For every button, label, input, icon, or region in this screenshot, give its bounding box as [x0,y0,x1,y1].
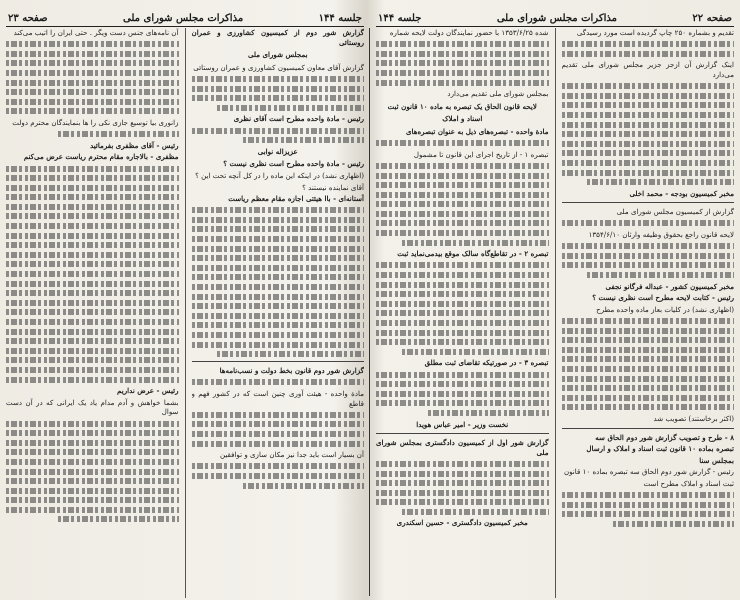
text-line [192,332,365,338]
text-line [6,488,179,494]
text-line [6,440,179,446]
text-line [562,385,735,391]
text-line [376,490,549,496]
text-line [192,217,365,223]
left-b-heading-3: آستانه‌ای - باا هیئتی اجازه مقام معظم ریاست [228,194,364,204]
text-line [376,80,549,86]
text-line [376,461,549,467]
right-page [376,0,734,600]
text-line [376,262,549,268]
text-line [192,255,365,261]
text-line [562,366,735,372]
text-line [562,83,735,89]
text-line [376,310,549,316]
right-b-para-2: اینک گزارش آن ازجز جزیر مجلس شورای ملی تقدیم می‌دارد [561,60,734,79]
left-a-para-1: آن نامه‌های جنس دست ویگر . حتی ایران را اتیب می‌کند [13,28,179,37]
text-line [376,220,549,226]
text-line [192,226,365,232]
text-line [6,223,179,229]
right-a-para-3: مادة واحده - تبصره‌های ذیل به عنوان تبصره‌های [406,126,549,136]
text-line [6,497,179,503]
left-b-para-1: گزارش شور دوم از کمیسیون کشاورزی و عمران روستائی [191,28,364,47]
text-line [376,192,549,198]
text-line [6,261,179,267]
text-line [6,377,179,383]
text-line [376,173,549,179]
text-line [428,410,549,416]
text-line [562,160,735,166]
text-line [192,303,365,309]
text-line [6,430,179,436]
left-page-title: مذاکرات مجلس شورای ملی [123,13,244,24]
text-line [6,319,179,325]
text-line [562,337,735,343]
column-rule [185,28,186,598]
text-line [562,356,735,362]
right-b-heading-5: بمجلس سنا [699,455,734,465]
text-line [6,459,179,465]
text-line [376,282,549,288]
text-line [376,499,549,505]
right-page-columns [376,28,734,598]
text-line [6,449,179,455]
text-line [6,348,179,354]
text-line [58,516,179,522]
left-page-header [6,2,364,27]
right-a-para-8: گزارش شور اول از کمیسیون دادگستری بمجلس شورای ملی [376,438,549,457]
text-line [376,60,549,66]
right-a-para-2: بمجلس شورای ملی تقدیم می‌دارد [447,89,549,99]
right-a-para-1: شده ۱۳۵۳/۶/۲۵ با حضور نمایندگان دولت لایحه شماره [389,28,549,37]
text-line [217,105,364,111]
text-line [6,204,179,210]
text-line [192,284,365,290]
text-line [562,170,735,176]
text-line [6,242,179,248]
left-b-para-3: گزارش آقای معاون کمیسیون کشاورزی و عمران روستائی [193,62,364,72]
text-line [6,290,179,296]
text-line [192,86,365,92]
text-line [376,230,549,236]
text-line [6,338,179,344]
text-line [6,185,179,191]
text-line [562,51,735,57]
left-a-heading-1: رئیس - آقای مظفری بفرمائید [90,140,179,150]
text-line [6,41,179,47]
left-b-para-6: آقای نماینده نیستند ؟ [302,182,364,192]
text-line [562,262,735,268]
text-line [6,281,179,287]
right-b-para-5: رئیس - کتابت لایحه مطرح است نظری نیست ؟ [592,293,734,303]
left-b-para-2: بمجلس شورای ملی [247,50,308,60]
text-line [562,253,735,259]
text-line [562,220,735,226]
right-a-para-7: نخست وزیر - امیر عباس هویدا [416,419,509,429]
text-line [192,322,365,328]
text-line [6,300,179,306]
text-line [192,379,365,385]
left-page-columns [6,28,364,598]
left-page-column-a [6,28,179,598]
left-a-heading-2: رئیس - عرض نداریم [117,386,179,396]
text-line [376,211,549,217]
right-a-para-5: تبصره ۲ - در تقاطع‌گاه سالک موقع بیدمی‌نماید ثبت [397,249,549,259]
section-divider [562,202,735,203]
text-line [376,51,549,57]
left-page-column-b [192,28,365,598]
left-a-para-3: مظفری - بالاجاره مقام محترم ریاست عرض می‌کنم [23,152,179,162]
text-line [562,318,735,324]
left-b-heading-2: عزیزاله نوابی [257,146,298,156]
text-line [6,80,179,86]
text-line [402,240,549,246]
right-page-column-b [562,28,735,598]
text-line [6,507,179,513]
text-line [192,294,365,300]
right-a-heading-2: اسناد و املاک [442,114,483,124]
text-line [192,265,365,271]
text-line [6,51,179,57]
text-line [192,207,365,213]
text-line [562,131,735,137]
text-line [376,330,549,336]
left-b-para-4: رئیس - مادة واحده مطرح است نظری نیست ؟ [223,159,364,169]
text-line [6,166,179,172]
left-a-para-2: زانوری بیا توسیع جازی نکی را ها بنمایندگان محترم دولت [12,117,179,127]
text-line [562,502,735,508]
left-session-label: جلسه ۱۴۴ [318,13,362,24]
text-line [6,469,179,475]
text-line [562,404,735,410]
right-page-number: صفحه ۲۲ [692,13,732,24]
text-line [192,342,365,348]
right-a-para-4: تبصره ۱ - از تاریخ اجرای این قانون تا مشمول [413,149,549,159]
right-b-para-7: (اکثر برخاستند) تصویب شد [653,413,734,423]
text-line [376,480,549,486]
text-line [613,521,734,527]
text-line [243,483,364,489]
text-line [376,381,549,387]
left-a-para-4: بشما خواهش و آدم مدام یاد یک ایرانی که در آن دست سوال [6,397,179,417]
text-line [192,76,365,82]
text-line [376,182,549,188]
left-b-para-7: گزارش شور دوم قانون بخط دولت و نسب‌نامه‌ها [219,366,364,376]
text-line [243,137,364,143]
left-b-heading-1: رئیس - مادة واحده مطرح است آقای نظری [233,114,364,124]
section-divider [376,433,549,434]
text-line [376,140,549,146]
text-line [192,246,365,252]
text-line [192,473,365,479]
text-line [6,194,179,200]
text-line [562,141,735,147]
text-line [376,372,549,378]
text-line [562,243,735,249]
text-line [562,122,735,128]
right-page-column-a [376,28,549,598]
text-line [6,271,179,277]
left-page-number: صفحه ۲۳ [8,13,48,24]
text-line [562,112,735,118]
text-line [6,478,179,484]
text-line [192,421,365,427]
right-a-para-6: تبصره ۳ - در صورتیکه تقاضای ثبت مطلق [424,358,549,368]
right-b-heading-2: مخبر کمیسیون کشور - عبداله فرگانو نجفی [605,281,734,291]
right-a-para-9: مخبر کمیسیون دادگستری - حسین اسکندری [396,518,528,528]
text-line [192,236,365,242]
text-line [562,102,735,108]
right-a-heading-1: لایحه قانون الحاق یک تبصره به ماده ۱۰ قانون ثبت [387,101,537,111]
left-b-para-9: آن بسیار است باید جدا نیز مکان سازی و توافقین [219,450,364,460]
right-page-title: مذاکرات مجلس شورای ملی [496,13,617,24]
text-line [58,131,179,137]
right-b-para-1: تقدیم و بشماره ۲۵۰ چاپ گردیده است مورد رسیدگی [576,28,734,37]
left-b-para-5: (اظهاری نشد) در اینکه این ماده را در کل آنچه تحت این ؟ [195,170,364,180]
text-line [376,291,549,297]
right-b-heading-1: مخبر کمیسیون بودجه - محمد اخلی [629,188,734,198]
text-line [376,339,549,345]
text-line [562,150,735,156]
text-line [562,376,735,382]
text-line [6,70,179,76]
text-line [6,367,179,373]
text-line [402,349,549,355]
text-line [376,320,549,326]
text-line [376,301,549,307]
text-line [587,272,734,278]
right-b-para-8: رئیس - گزارش شور دوم الحاق سه تبصره بماده ۱۰ قانون [563,467,734,477]
text-line [192,412,365,418]
text-line [6,108,179,114]
text-line [562,492,735,498]
text-line [376,471,549,477]
text-line [192,441,365,447]
text-line [6,175,179,181]
left-page [6,0,364,600]
text-line [6,329,179,335]
text-line [6,89,179,95]
right-b-para-6: (اظهاری نشد) در کلیات بعاز ماده واحده مطرح [596,304,734,314]
text-line [6,357,179,363]
text-line [6,213,179,219]
text-line [6,252,179,258]
text-line [376,163,549,169]
text-line [217,351,364,357]
text-line [192,274,365,280]
text-line [376,272,549,278]
right-b-heading-4: تبصره بماده ۱۰ قانون ثبت اسناد و املاک و ارسال [586,444,734,454]
text-line [562,395,735,401]
text-line [562,93,735,99]
text-line [587,179,734,185]
right-b-para-4: لایحه قانون راجع بحقوق وظیفه وارثان ۱۳۵۴/۶/۱۰ [588,230,734,240]
text-line [192,95,365,101]
text-line [192,313,365,319]
text-line [562,328,735,334]
text-line [376,70,549,76]
column-rule [555,28,556,598]
text-line [376,201,549,207]
page-gutter [369,28,370,596]
text-line [562,347,735,353]
text-line [6,233,179,239]
right-b-para-9: ثبت اسناد و املاک مطرح است [643,478,734,488]
text-line [6,421,179,427]
text-line [192,463,365,469]
text-line [6,309,179,315]
text-line [376,400,549,406]
text-line [562,511,735,517]
right-session-label: جلسه ۱۴۴ [378,13,422,24]
section-divider [562,428,735,429]
text-line [376,41,549,47]
text-line [192,431,365,437]
text-line [562,41,735,47]
section-divider [192,361,365,362]
right-b-para-3: گزارش از کمیسیون مجلس شورای ملی [616,207,734,217]
text-line [6,99,179,105]
text-line [376,391,549,397]
right-b-heading-3: ۸ - طرح و تصویب گزارش شور دوم الحاق سه [595,432,734,442]
text-line [192,128,365,134]
text-line [402,509,549,515]
text-line [6,60,179,66]
left-b-para-8: مادة واحده - هیئت آوری چنین است که در کشور فهم و قاطع [191,388,364,408]
right-page-header [376,2,734,27]
